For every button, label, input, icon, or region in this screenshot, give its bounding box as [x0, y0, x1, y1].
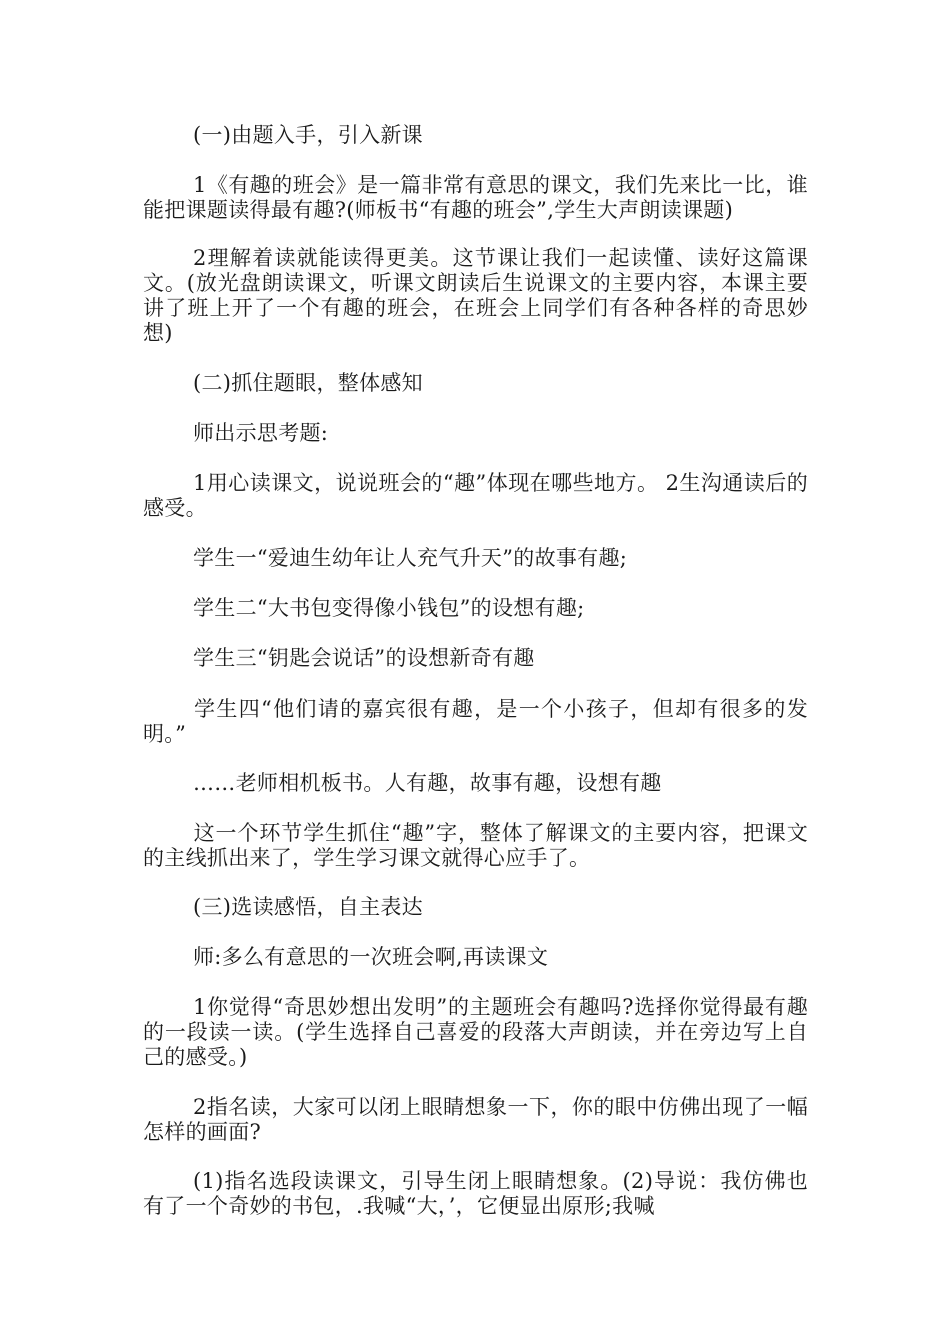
paragraph: 学生一“爱迪生幼年让人充气升天”的故事有趣;: [193, 546, 628, 570]
paragraph: 1用心读课文，说说班会的“趣”体现在哪些地方。 2生沟通读后的感受。: [143, 471, 808, 520]
paragraph: (1)指名选段读课文，引导生闭上眼睛想象。(2)导说：我仿佛也有了一个奇妙的书包，.我喊“大，’，它便显出原形;我喊: [143, 1169, 808, 1218]
paragraph: 1《有趣的班会》是一篇非常有意思的课文，我们先来比一比，谁能把课题读得最有趣?(师板书“有趣的班会”,学生大声朗读课题): [143, 173, 808, 222]
paragraph: ……老师相机板书。人有趣，故事有趣，设想有趣: [193, 771, 662, 795]
paragraph: 师:多么有意思的一次班会啊,再读课文: [193, 945, 549, 969]
paragraph: 学生四“他们请的嘉宾很有趣，是一个小孩子，但却有很多的发明。”: [143, 697, 808, 746]
section-heading-2: (二)抓住题眼，整体感知: [193, 371, 423, 395]
paragraph: 师出示思考题:: [193, 421, 329, 445]
paragraph: 学生三“钥匙会说话”的设想新奇有趣: [193, 646, 535, 670]
section-heading-1: (一)由题入手，引入新课: [193, 123, 423, 147]
paragraph: 学生二“大书包变得像小钱包”的设想有趣;: [193, 596, 585, 620]
paragraph: 1你觉得“奇思妙想出发明”的主题班会有趣吗?选择你觉得最有趣的一段读一读。(学生选择自己喜爱的段落大声朗读，并在旁边写上自己的感受。): [143, 995, 808, 1069]
paragraph: 2指名读，大家可以闭上眼睛想象一下，你的眼中仿佛出现了一幅怎样的画面?: [143, 1095, 808, 1144]
section-heading-3: (三)选读感悟，自主表达: [193, 895, 423, 919]
paragraph: 这一个环节学生抓住“趣”字，整体了解课文的主要内容，把课文的主线抓出来了，学生学习课文就得心应手了。: [143, 821, 808, 870]
paragraph: 2理解着读就能读得更美。这节课让我们一起读懂、读好这篇课文。(放光盘朗读课文，听课文朗读后生说课文的主要内容，本课主要讲了班上开了一个有趣的班会，在班会上同学们有各种各样的奇思妙想): [143, 246, 808, 345]
